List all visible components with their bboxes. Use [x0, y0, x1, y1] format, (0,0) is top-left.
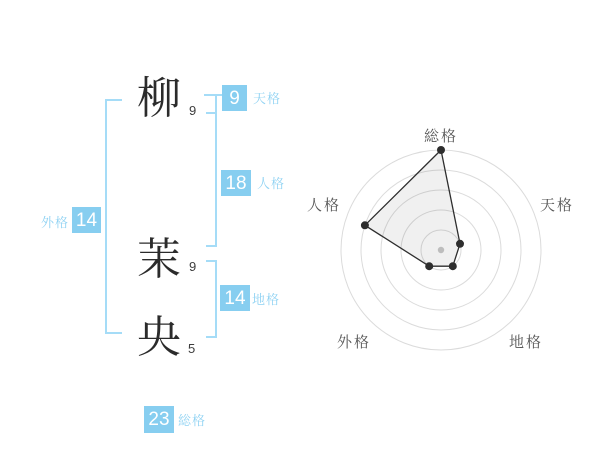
given-name-char-2: 央 [137, 312, 181, 363]
gaikaku-value-badge: 14 [72, 207, 101, 233]
radar-axis-label-jinkaku: 人格 [306, 196, 341, 214]
tenkaku-label: 天格 [253, 91, 282, 106]
radar-center-dot [438, 247, 444, 253]
radar-point-tenkaku [456, 240, 464, 248]
soukaku-value-badge: 23 [144, 406, 174, 433]
chikaku-value-badge: 14 [220, 285, 250, 311]
given-name-char-1: 茉 [137, 234, 181, 285]
stroke-count-family-char: 9 [189, 103, 197, 118]
radar-axis-label-tenkaku: 天格 [540, 196, 575, 214]
tenkaku-value-badge: 9 [222, 85, 247, 111]
radar-data-polygon [365, 150, 460, 266]
radar-axis-label-gaikaku: 外格 [336, 333, 371, 351]
radar-point-chikaku [449, 262, 457, 270]
family-name-char: 柳 [137, 73, 181, 124]
radar-axis-label-soukaku: 総格 [423, 127, 459, 145]
soukaku-label: 総格 [178, 413, 207, 428]
radar-axis-label-chikaku: 地格 [509, 333, 544, 351]
jinkaku-label: 人格 [257, 176, 286, 191]
radar-point-gaikaku [425, 262, 433, 270]
jinkaku-value-badge: 18 [221, 170, 251, 196]
gaikaku-label: 外格 [41, 215, 70, 230]
radar-point-jinkaku [361, 221, 369, 229]
radar-point-soukaku [437, 146, 445, 154]
stroke-count-given-char-1: 9 [189, 259, 197, 274]
chikaku-label: 地格 [252, 292, 281, 307]
stroke-count-given-char-2: 5 [188, 341, 196, 356]
